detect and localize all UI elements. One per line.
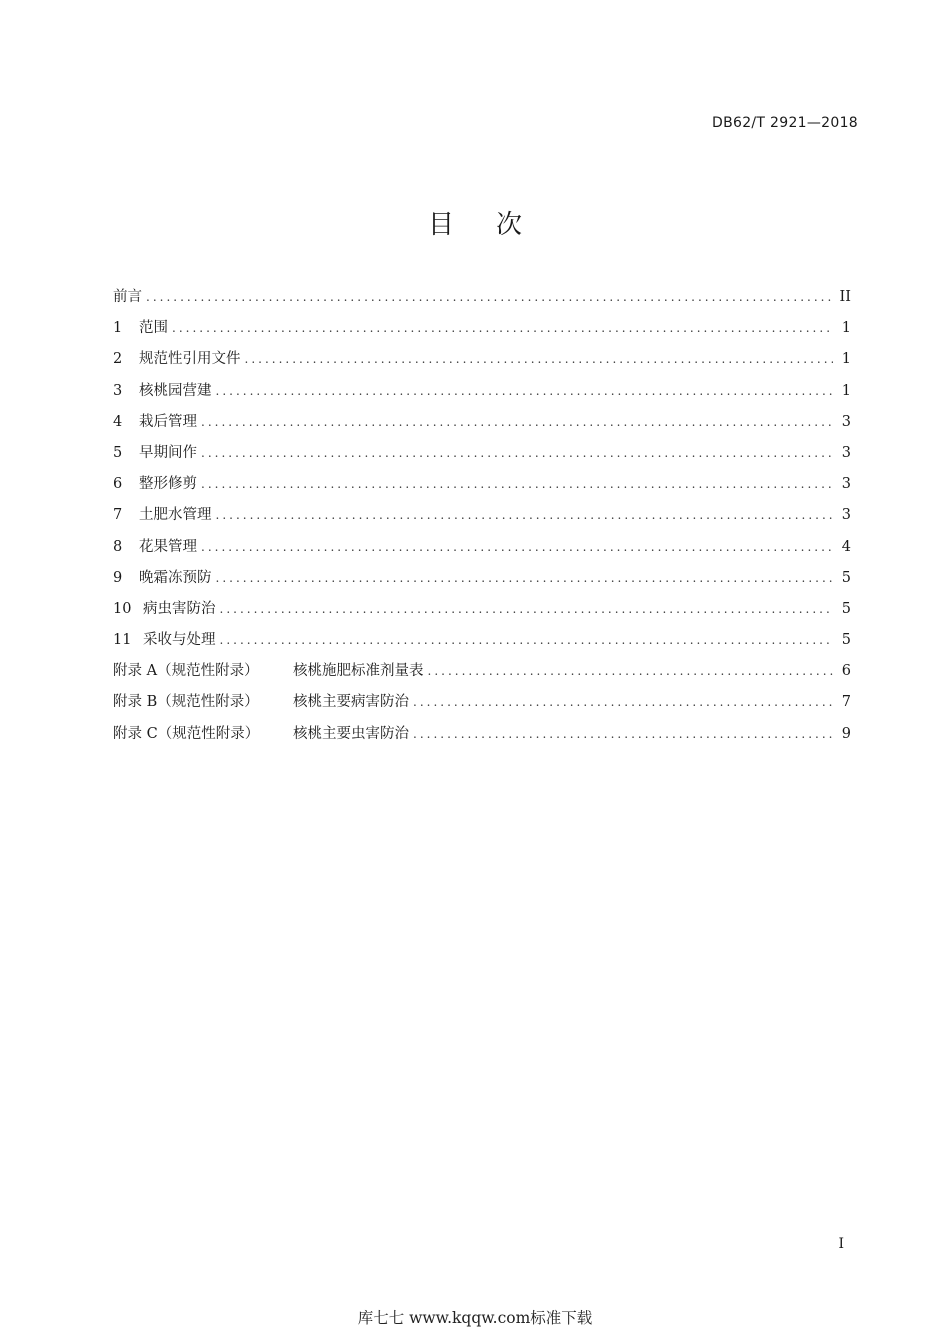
toc-entry-number: 5 (113, 444, 123, 461)
appendix-label: 附录 B（规范性附录） (113, 694, 259, 711)
toc-entry-number: 11 (113, 632, 132, 649)
toc-entry-5[interactable] (113, 441, 851, 472)
toc-entry-2[interactable] (113, 347, 851, 378)
toc-entry-page: II (839, 289, 851, 305)
toc-entry-8[interactable] (113, 535, 851, 566)
toc-appendix-c[interactable] (113, 722, 851, 753)
toc-leader-dots (172, 321, 833, 335)
toc-leader-dots (201, 540, 833, 554)
toc-entry-number: 4 (113, 413, 123, 430)
toc-entry-page: 7 (841, 694, 851, 711)
page-number: I (838, 1236, 844, 1252)
toc-entry-page: 3 (841, 476, 851, 493)
toc-entry-9[interactable] (113, 566, 851, 597)
toc-entry-label: 规范性引用文件 (139, 351, 241, 368)
appendix-title: 核桃施肥标准剂量表 (293, 663, 424, 680)
toc-leader-dots (201, 477, 833, 491)
toc-entry-number: 3 (113, 382, 123, 399)
toc-entry-4[interactable] (113, 410, 851, 441)
toc-leader-dots (216, 571, 834, 585)
toc-entry-10[interactable] (113, 597, 851, 628)
toc-entry-label: 整形修剪 (139, 476, 197, 493)
toc-leader-dots (146, 290, 833, 304)
toc-entry-page: 3 (841, 413, 851, 430)
toc-leader-dots (201, 446, 833, 460)
toc-leader-dots (216, 508, 834, 522)
toc-entry-page: 5 (841, 600, 851, 617)
toc-entry-foreword[interactable] (113, 285, 851, 316)
toc-entry-label: 核桃园营建 (139, 382, 212, 399)
appendix-label: 附录 A（规范性附录） (113, 663, 259, 680)
toc-entry-3[interactable] (113, 379, 851, 410)
toc-entry-page: 5 (841, 632, 851, 649)
appendix-title: 核桃主要病害防治 (293, 694, 409, 711)
toc-entry-11[interactable] (113, 628, 851, 659)
toc-entry-number: 2 (113, 351, 123, 368)
toc-entry-page: 6 (841, 663, 851, 680)
toc-leader-dots (245, 352, 834, 366)
appendix-title: 核桃主要虫害防治 (293, 725, 409, 742)
toc-leader-dots (428, 664, 834, 678)
toc-entry-label: 病虫害防治 (143, 600, 216, 617)
toc-leader-dots (216, 384, 834, 398)
footer-watermark-text: 库七七 www.kqqw.com标准下载 (357, 1309, 593, 1327)
toc-entry-page: 1 (841, 351, 851, 368)
page-title: 目次 (427, 210, 564, 240)
toc-leader-dots (220, 633, 834, 647)
toc-appendix-b[interactable] (113, 690, 851, 721)
toc-entry-page: 9 (841, 725, 851, 742)
toc-entry-page: 3 (841, 507, 851, 524)
toc-entry-label: 前言 (113, 289, 142, 305)
toc-entry-number: 9 (113, 569, 123, 586)
toc-entry-label: 早期间作 (139, 444, 197, 461)
toc-appendix-a[interactable] (113, 659, 851, 690)
toc-entry-label: 花果管理 (139, 538, 197, 555)
toc-entry-label: 土肥水管理 (139, 507, 212, 524)
toc-entry-page: 3 (841, 444, 851, 461)
toc-leader-dots (413, 695, 833, 709)
table-of-contents (113, 285, 851, 753)
toc-entry-number: 1 (113, 320, 123, 337)
standard-code: DB62/T 2921—2018 (712, 115, 858, 131)
toc-entry-page: 4 (841, 538, 851, 555)
toc-leader-dots (220, 602, 834, 616)
toc-entry-page: 1 (841, 382, 851, 399)
toc-entry-number: 6 (113, 476, 123, 493)
toc-leader-dots (201, 415, 833, 429)
toc-entry-label: 采收与处理 (143, 632, 216, 649)
toc-leader-dots (413, 727, 833, 741)
toc-entry-label: 栽后管理 (139, 413, 197, 430)
toc-entry-6[interactable] (113, 472, 851, 503)
toc-entry-page: 1 (841, 320, 851, 337)
toc-entry-page: 5 (841, 569, 851, 586)
toc-entry-7[interactable] (113, 503, 851, 534)
toc-entry-label: 晚霜冻预防 (139, 569, 212, 586)
appendix-label: 附录 C（规范性附录） (113, 725, 260, 742)
toc-entry-1[interactable] (113, 316, 851, 347)
toc-entry-number: 8 (113, 538, 123, 555)
toc-entry-number: 7 (113, 507, 123, 524)
toc-entry-label: 范围 (139, 320, 168, 337)
toc-entry-number: 10 (113, 600, 132, 617)
